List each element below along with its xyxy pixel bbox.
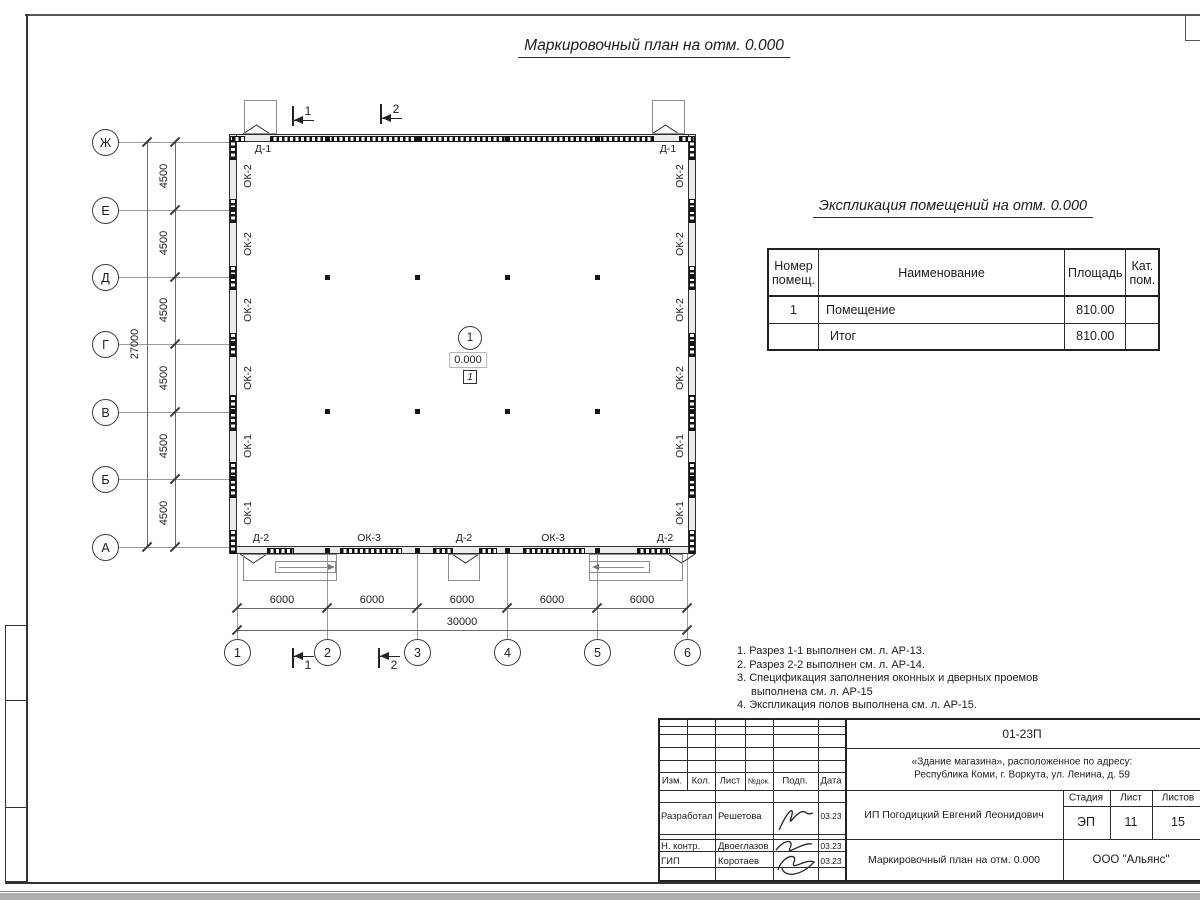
column-dot bbox=[595, 548, 600, 553]
porch-top-left bbox=[244, 100, 277, 134]
column-dot bbox=[230, 341, 235, 346]
tb-col-data: Дата bbox=[820, 775, 842, 787]
dim-value: 6000 bbox=[539, 594, 565, 606]
explication-title-text: Экспликация помещений на отм. 0.000 bbox=[813, 198, 1093, 218]
dim-total-value: 27000 bbox=[129, 328, 141, 360]
signature bbox=[772, 836, 818, 880]
column-dot bbox=[230, 476, 235, 481]
window-glazing bbox=[232, 136, 245, 142]
tb-border bbox=[658, 880, 1200, 882]
tb-client: ИП Погодицкий Евгений Леонидович bbox=[864, 809, 1044, 821]
ramp-arrow-left-icon bbox=[592, 564, 599, 570]
col-header-cat: Кат. пом. bbox=[1126, 249, 1159, 296]
section-arrow-icon bbox=[380, 652, 389, 660]
cell-num bbox=[768, 323, 819, 350]
explication-title bbox=[813, 198, 1093, 214]
window-label: ОК-3 bbox=[541, 532, 565, 544]
cell-area: 810.00 bbox=[1065, 296, 1126, 323]
room-floor-tag: 1 bbox=[467, 371, 473, 383]
cell-name: Помещение bbox=[819, 296, 1065, 323]
door-label: Д-2 bbox=[455, 532, 473, 544]
section-label: 2 bbox=[390, 658, 398, 672]
tb-name: Решетова bbox=[718, 811, 762, 822]
window-glazing bbox=[689, 530, 695, 554]
axis-number: 6 bbox=[684, 645, 691, 660]
column-dot bbox=[415, 548, 420, 553]
column-dot bbox=[690, 274, 695, 279]
dim-value: 6000 bbox=[449, 594, 475, 606]
dim-value: 4500 bbox=[158, 297, 170, 323]
page-title-text: Маркировочный план на отм. 0.000 bbox=[518, 37, 790, 58]
dim-value: 4500 bbox=[158, 163, 170, 189]
window-label: ОК-2 bbox=[674, 366, 686, 390]
axis-line-e bbox=[118, 210, 236, 211]
axis-number: 5 bbox=[594, 645, 601, 660]
tb-role: ГИП bbox=[661, 856, 680, 867]
axis-line-4 bbox=[507, 554, 508, 639]
axis-bubble-row bbox=[92, 129, 119, 156]
dim-value: 6000 bbox=[269, 594, 295, 606]
window-label: ОК-1 bbox=[674, 434, 686, 458]
axis-bubble-row bbox=[92, 466, 119, 493]
axis-bubble-col bbox=[404, 639, 431, 666]
cell-name: Итог bbox=[819, 323, 1065, 350]
tb-col-ndoc: №док. bbox=[748, 776, 770, 786]
room-floor-box bbox=[463, 370, 477, 384]
tb-role: Н. контр. bbox=[661, 841, 701, 852]
axis-letter: Е bbox=[101, 203, 110, 218]
window-label: ОК-1 bbox=[674, 501, 686, 525]
tb-stage-label: Стадия bbox=[1068, 792, 1104, 804]
dim-line-6000-chain bbox=[237, 608, 687, 609]
window-glazing bbox=[230, 530, 236, 554]
axis-bubble-row bbox=[92, 264, 119, 291]
axis-line-3 bbox=[417, 554, 418, 639]
tb-line bbox=[658, 790, 845, 791]
dim-value: 4500 bbox=[158, 433, 170, 459]
door-label: Д-1 bbox=[254, 143, 272, 155]
tb-col-izm: Изм. bbox=[661, 775, 683, 787]
dim-value: 4500 bbox=[158, 500, 170, 526]
tb-border bbox=[658, 718, 660, 882]
room-number: 1 bbox=[466, 332, 474, 344]
cell-cat bbox=[1126, 296, 1159, 323]
axis-bubble-col bbox=[674, 639, 701, 666]
window-label: ОК-3 bbox=[357, 532, 381, 544]
column-dot bbox=[325, 409, 330, 414]
column-dot bbox=[595, 275, 600, 280]
axis-number: 3 bbox=[414, 645, 421, 660]
tb-line bbox=[715, 718, 716, 882]
cell-cat bbox=[1126, 323, 1159, 350]
notes-list bbox=[737, 645, 1049, 713]
dim-value: 6000 bbox=[359, 594, 385, 606]
section-arrow-icon bbox=[294, 116, 303, 124]
tb-line bbox=[1152, 790, 1153, 839]
window-glazing bbox=[340, 548, 402, 554]
window-label: ОК-2 bbox=[242, 298, 254, 322]
page-edge-shade bbox=[0, 893, 1200, 900]
window-glazing bbox=[523, 548, 585, 554]
window-label: ОК-2 bbox=[674, 164, 686, 188]
axis-bubble-row bbox=[92, 534, 119, 561]
explication-header-row bbox=[768, 249, 1159, 296]
note-item: 4. Экспликация полов выполнена см. л. АР-15. bbox=[737, 699, 977, 712]
margin-stamp bbox=[5, 625, 27, 882]
tb-date: 03.23 bbox=[820, 811, 842, 821]
table-row bbox=[768, 296, 1159, 323]
dim-line-27000 bbox=[147, 142, 148, 547]
column-dot bbox=[415, 137, 420, 142]
dim-total-value: 30000 bbox=[446, 616, 478, 628]
ramp-arrow-line bbox=[599, 567, 644, 568]
axis-letter: Д bbox=[101, 270, 110, 285]
tb-object-line1: «Здание магазина», расположенное по адресу: bbox=[911, 756, 1133, 768]
section-arrow-icon bbox=[294, 652, 303, 660]
axis-line-a bbox=[118, 547, 236, 548]
tb-doc-title: Маркировочный план на отм. 0.000 bbox=[867, 854, 1041, 866]
column-dot bbox=[415, 275, 420, 280]
tb-sheet-value: 11 bbox=[1124, 815, 1138, 829]
note-item: 3. Спецификация заполнения оконных и дверных проемов выполнена см. л. АР-15 bbox=[737, 672, 1039, 698]
tb-object-line2: Республика Коми, г. Воркута, ул. Ленина, д. 59 bbox=[914, 769, 1130, 781]
axis-bubble-col bbox=[494, 639, 521, 666]
col-header-name: Наименование bbox=[819, 249, 1065, 296]
note-item: 1. Разрез 1-1 выполнен см. л. АР-13. bbox=[737, 645, 925, 657]
tb-date: 03.23 bbox=[820, 856, 842, 866]
tb-line bbox=[845, 790, 1200, 791]
axis-bubble-row bbox=[92, 331, 119, 358]
column-dot bbox=[505, 275, 510, 280]
cell-num: 1 bbox=[768, 296, 819, 323]
axis-letter: Ж bbox=[99, 135, 112, 150]
tb-line bbox=[658, 834, 845, 835]
column-dot bbox=[415, 409, 420, 414]
section-label: 2 bbox=[392, 102, 400, 116]
column-dot bbox=[690, 207, 695, 212]
axis-letter: А bbox=[101, 540, 110, 555]
tb-line bbox=[1110, 790, 1111, 839]
window-label: ОК-2 bbox=[674, 298, 686, 322]
tb-border bbox=[658, 718, 1200, 720]
tb-sheets-label: Листов bbox=[1161, 792, 1195, 804]
axis-letter: Г bbox=[102, 337, 109, 352]
section-arrow-icon bbox=[382, 114, 391, 122]
porch-top-right bbox=[652, 100, 685, 134]
margin-stamp-divider bbox=[5, 700, 27, 701]
tb-name: Двоеглазов bbox=[718, 841, 769, 852]
column-dot bbox=[325, 137, 330, 142]
column-dot bbox=[505, 409, 510, 414]
column-dot bbox=[230, 274, 235, 279]
tb-name: Коротаев bbox=[718, 856, 760, 867]
door-label: Д-1 bbox=[659, 143, 677, 155]
door-label: Д-2 bbox=[656, 532, 674, 544]
tb-stage-value: ЭП bbox=[1077, 815, 1095, 829]
tb-col-kol: Кол. bbox=[691, 775, 711, 787]
dim-value: 4500 bbox=[158, 230, 170, 256]
ramp-arrow-line bbox=[279, 567, 328, 568]
section-label: 1 bbox=[304, 104, 312, 118]
porch-bottom-center bbox=[448, 554, 480, 581]
window-glazing bbox=[679, 136, 695, 142]
axis-letter: Б bbox=[101, 472, 110, 487]
table-row bbox=[768, 323, 1159, 350]
frame-corner-notch-v bbox=[1185, 16, 1186, 40]
column-dot bbox=[325, 275, 330, 280]
axis-number: 2 bbox=[324, 645, 331, 660]
explication-table bbox=[767, 248, 1160, 351]
tb-line bbox=[745, 718, 746, 790]
col-header-area: Площадь bbox=[1065, 249, 1126, 296]
signature bbox=[775, 804, 817, 834]
window-label: ОК-2 bbox=[242, 164, 254, 188]
column-dot bbox=[230, 409, 235, 414]
frame-corner-notch-h bbox=[1185, 40, 1200, 41]
tb-line bbox=[1063, 806, 1200, 807]
tb-line bbox=[818, 718, 819, 882]
window-label: ОК-1 bbox=[242, 434, 254, 458]
axis-number: 4 bbox=[504, 645, 511, 660]
column-dot bbox=[690, 476, 695, 481]
page-edge-line bbox=[0, 891, 1200, 892]
tb-date: 03.23 bbox=[820, 841, 842, 851]
section-label: 1 bbox=[304, 658, 312, 672]
ramp-arrow-right-icon bbox=[328, 564, 335, 570]
frame-top-line bbox=[25, 14, 1200, 16]
tb-role: Разработал bbox=[661, 811, 713, 822]
window-label: ОК-2 bbox=[674, 232, 686, 256]
room-elevation: 0.000 bbox=[454, 354, 482, 366]
axis-line-v bbox=[118, 412, 236, 413]
tb-line bbox=[845, 839, 1200, 840]
axis-letter: В bbox=[101, 405, 110, 420]
tb-col-list: Лист bbox=[719, 775, 741, 787]
window-label: ОК-2 bbox=[242, 232, 254, 256]
room-elevation-box bbox=[449, 352, 487, 368]
dim-value: 6000 bbox=[629, 594, 655, 606]
tb-divider bbox=[845, 718, 847, 882]
column-dot bbox=[690, 341, 695, 346]
dim-value: 4500 bbox=[158, 365, 170, 391]
column-dot bbox=[230, 207, 235, 212]
tb-line bbox=[1063, 790, 1064, 882]
title-block bbox=[658, 718, 1200, 882]
tb-line bbox=[845, 748, 1200, 749]
tb-line bbox=[687, 718, 688, 790]
tb-sheets-value: 15 bbox=[1171, 815, 1185, 829]
column-dot bbox=[505, 548, 510, 553]
margin-stamp-divider bbox=[5, 807, 27, 808]
axis-bubble-col bbox=[224, 639, 251, 666]
note-item: 2. Разрез 2-2 выполнен см. л. АР-14. bbox=[737, 658, 925, 671]
tb-sheet-label: Лист bbox=[1120, 792, 1142, 804]
tb-doc-code: 01-23П bbox=[1002, 727, 1042, 741]
column-dot bbox=[325, 548, 330, 553]
tb-col-podp: Подп. bbox=[782, 775, 808, 787]
column-dot bbox=[690, 409, 695, 414]
dim-line-30000 bbox=[237, 630, 687, 631]
tb-company: ООО "Альянс" bbox=[1092, 854, 1170, 866]
room-number-bubble bbox=[458, 326, 482, 350]
window-label: ОК-1 bbox=[242, 501, 254, 525]
tb-line bbox=[658, 802, 845, 803]
column-dot bbox=[595, 137, 600, 142]
column-dot bbox=[595, 409, 600, 414]
axis-line-b bbox=[118, 479, 236, 480]
window-glazing bbox=[479, 548, 497, 554]
cell-area: 810.00 bbox=[1065, 323, 1126, 350]
door-label: Д-2 bbox=[252, 532, 270, 544]
axis-line-d bbox=[118, 277, 236, 278]
col-header-num: Номер помещ. bbox=[768, 249, 819, 296]
frame-bottom-line bbox=[5, 882, 1200, 884]
page-title bbox=[518, 37, 790, 55]
wall-bottom bbox=[229, 546, 696, 554]
axis-bubble-row bbox=[92, 399, 119, 426]
axis-bubble-row bbox=[92, 197, 119, 224]
window-label: ОК-2 bbox=[242, 366, 254, 390]
axis-number: 1 bbox=[234, 645, 241, 660]
axis-line-zh bbox=[118, 142, 236, 143]
axis-bubble-col bbox=[584, 639, 611, 666]
axis-bubble-col bbox=[314, 639, 341, 666]
column-dot bbox=[505, 137, 510, 142]
